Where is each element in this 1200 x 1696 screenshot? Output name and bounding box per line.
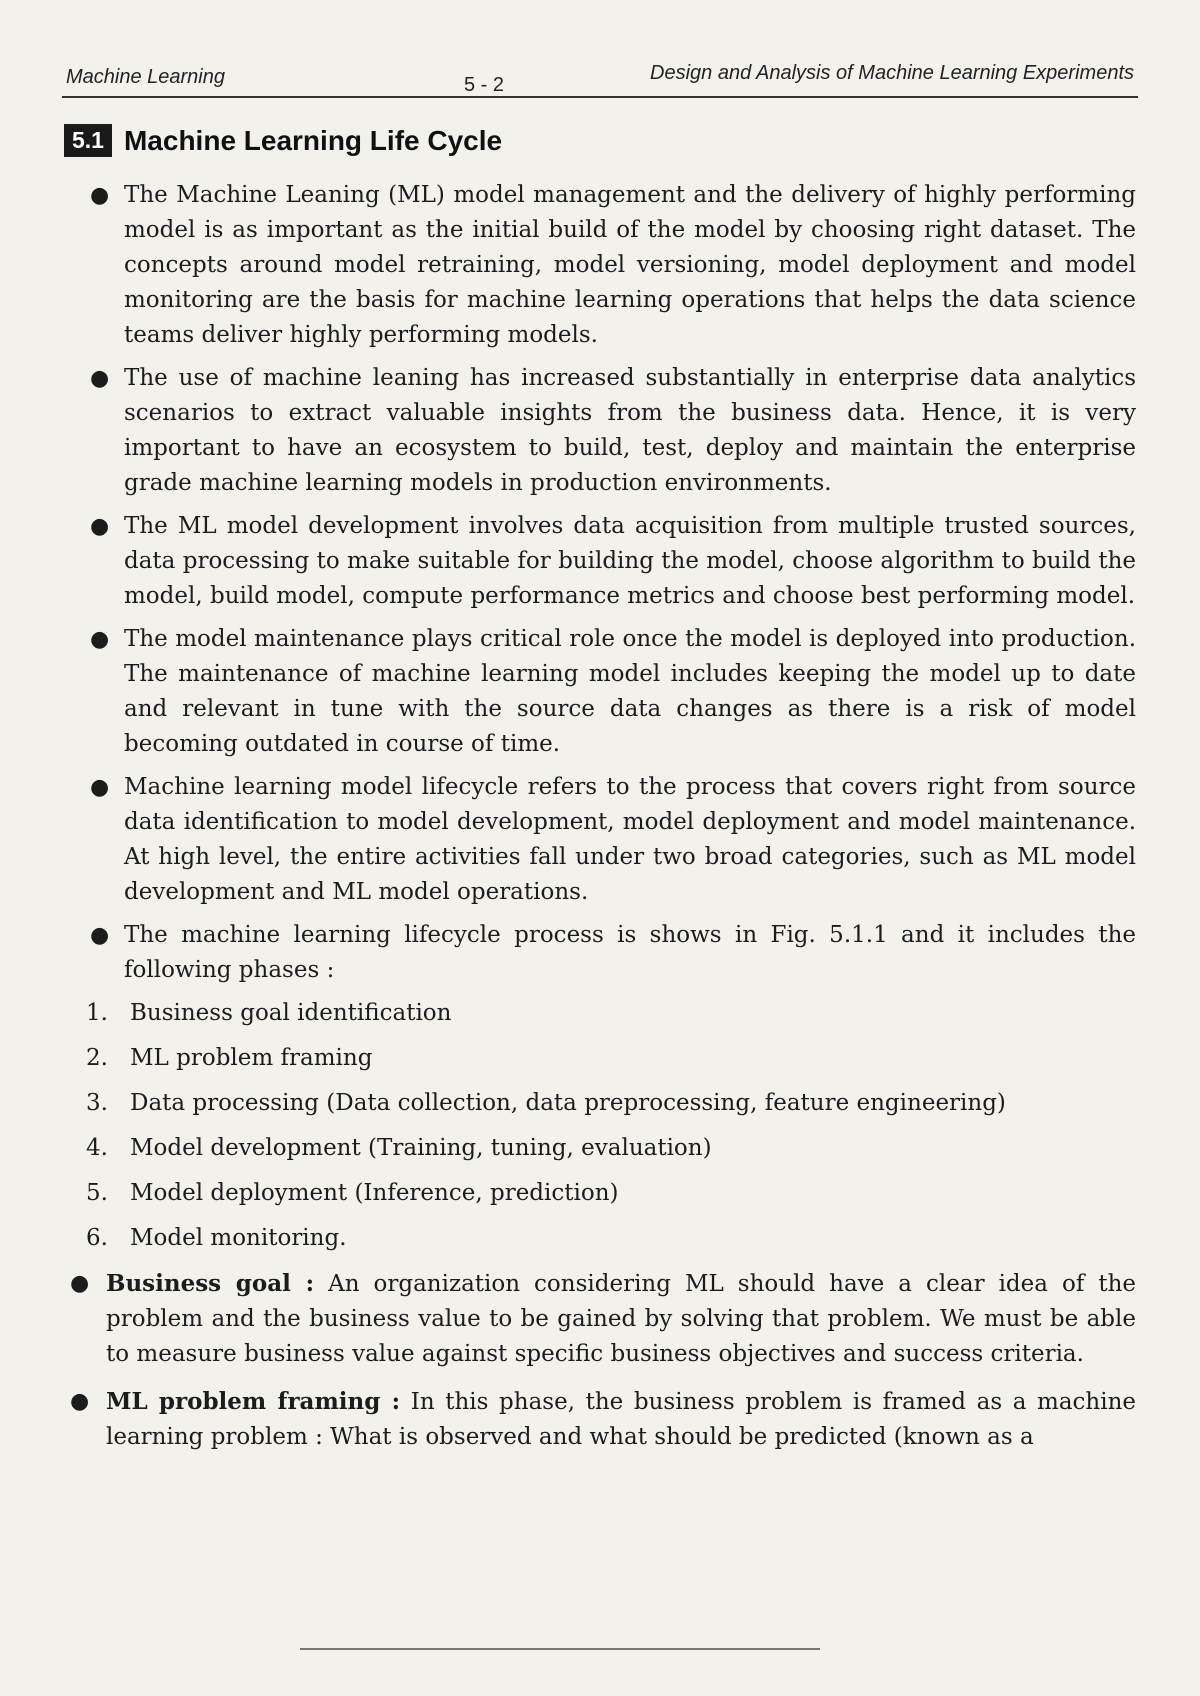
bullet-item	[64, 178, 1136, 353]
bullet-text: Machine learning model lifecycle refers to the process that covers right from source data identification to model development, model deployment and model maintenance. At high level, the entire activities fall under two broad categories, such as ML model development and ML model operations.	[124, 774, 1136, 905]
bullet-icon: ●	[70, 1389, 90, 1414]
bullet-text: The machine learning lifecycle process is shows in Fig. 5.1.1 and it includes the following phases :	[124, 922, 1136, 983]
bullet-item	[64, 622, 1136, 762]
bullet-item	[64, 918, 1136, 988]
phase-item	[86, 1176, 1136, 1211]
bullet-item	[64, 770, 1136, 910]
definition-item	[64, 1266, 1136, 1372]
phase-text: Model development (Training, tuning, evaluation)	[130, 1135, 712, 1161]
bullet-icon: ●	[70, 1271, 90, 1296]
section-title: Machine Learning Life Cycle	[123, 124, 503, 156]
bullet-icon: ●	[90, 514, 110, 539]
footer-divider	[300, 1648, 820, 1650]
phase-item	[86, 1086, 1136, 1121]
section-heading	[64, 124, 502, 157]
definition-text: An organization considering ML should have a clear idea of the problem and the business value to be gained by solving that problem. We must be able to measure business value against specific business objectives and success criteria.	[106, 1271, 1137, 1367]
bullet-text: The ML model development involves data acquisition from multiple trusted sources, data processing to make suitable for building the model, choose algorithm to build the model, build model, compute performance metrics and choose best performing model.	[124, 513, 1136, 609]
phase-number: 5.	[86, 1180, 108, 1206]
definition-term: ML problem framing :	[106, 1388, 401, 1415]
bullet-icon: ●	[90, 775, 110, 800]
bullet-icon: ●	[90, 923, 110, 948]
section-body	[64, 178, 1136, 1467]
bullet-item	[64, 509, 1136, 614]
bullet-icon: ●	[90, 183, 110, 208]
phase-text: Business goal identification	[130, 1000, 452, 1026]
bullet-text: The use of machine leaning has increased substantially in enterprise data analytics scenarios to extract valuable insights from the business data. Hence, it is very important to have an ecosystem to build, test, deploy and maintain the enterprise grade machine learning models in production environments.	[124, 365, 1136, 496]
phase-item	[86, 1131, 1136, 1166]
bullet-text: The model maintenance plays critical role once the model is deployed into production. The maintenance of machine learning model includes keeping the model up to date and relevant in tune with the source data changes as there is a risk of model becoming outdated in course of time.	[124, 626, 1136, 757]
bullet-list	[64, 178, 1136, 988]
bullet-item	[64, 361, 1136, 501]
phase-item	[86, 996, 1136, 1031]
header-book-title: Machine Learning	[66, 66, 225, 88]
page-number: 5 - 2	[464, 74, 505, 96]
definition-term: Business goal :	[106, 1270, 315, 1297]
phase-text: Model deployment (Inference, prediction)	[130, 1180, 619, 1206]
phase-text: ML problem framing	[130, 1045, 373, 1071]
header-chapter-title: Design and Analysis of Machine Learning Experiments	[650, 62, 1134, 84]
phase-list	[64, 996, 1136, 1256]
phase-item	[86, 1041, 1136, 1076]
definition-item	[64, 1384, 1136, 1455]
definition-list	[64, 1266, 1136, 1455]
phase-text: Data processing (Data collection, data preprocessing, feature engineering)	[130, 1090, 1006, 1116]
section-number-badge: 5.1	[64, 124, 112, 157]
bullet-icon: ●	[90, 366, 110, 391]
definition-text: In this phase, the business problem is framed as a machine learning problem : What is observed and what should be predicted (known as a	[106, 1389, 1137, 1450]
phase-number: 4.	[86, 1135, 108, 1161]
phase-number: 3.	[86, 1090, 108, 1116]
phase-item	[86, 1221, 1136, 1256]
bullet-text: The Machine Leaning (ML) model management and the delivery of highly performing model is as important as the initial build of the model by choosing right dataset. The concepts around model retraining, model versioning, model deployment and model monitoring are the basis for machine learning operations that helps the data science teams deliver highly performing models.	[124, 182, 1136, 348]
phase-text: Model monitoring.	[130, 1225, 347, 1251]
bullet-icon: ●	[90, 627, 110, 652]
phase-number: 2.	[86, 1045, 108, 1071]
phase-number: 1.	[86, 1000, 108, 1026]
running-header	[62, 60, 1138, 98]
phase-number: 6.	[86, 1225, 108, 1251]
